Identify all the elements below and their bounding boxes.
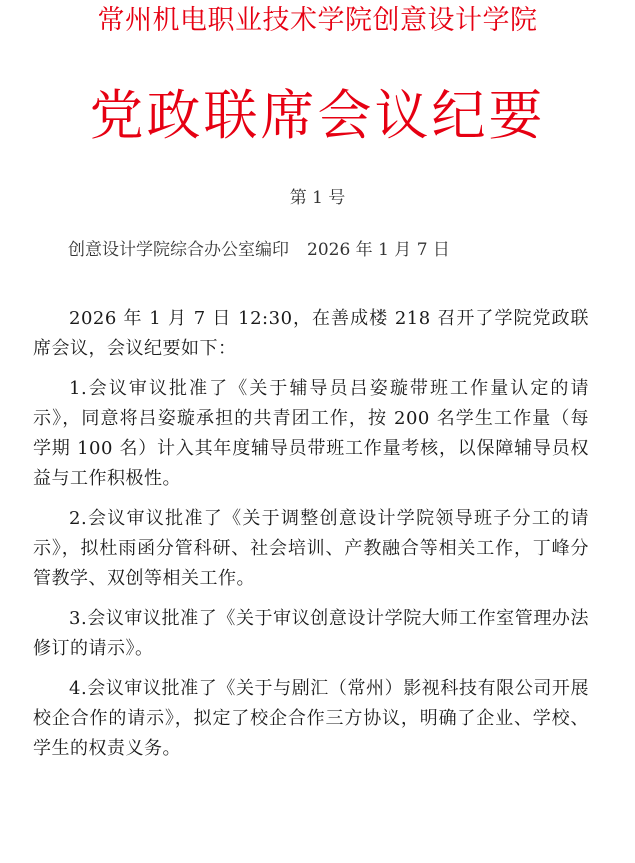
issuer-line <box>68 238 608 262</box>
document-title: 党政联席会议纪要 <box>89 84 546 147</box>
issuer-name: 创意设计学院综合办公室编印 <box>68 240 289 260</box>
organization-title: 常州机电职业技术学院创意设计学院 <box>97 5 538 36</box>
minutes-body <box>33 304 589 764</box>
agenda-item-2: 2.会议审议批准了《关于调整创意设计学院领导班子分工的请示》，拟杜雨函分管科研、社会培训、产教融合等相关工作，丁峰分管教学、双创等相关工作。 <box>33 508 589 589</box>
agenda-item-4: 4.会议审议批准了《关于与剧汇（常州）影视科技有限公司开展校企合作的请示》，拟定了校企合作三方协议，明确了企业、学校、学生的权责义务。 <box>33 678 589 759</box>
agenda-item-3: 3.会议审议批准了《关于审议创意设计学院大师工作室管理办法修订的请示》。 <box>33 608 589 659</box>
intro-paragraph: 2026 年 1 月 7 日 12:30，在善成楼 218 召开了学院党政联席会议，会议纪要如下： <box>33 308 589 359</box>
agenda-item-1: 1.会议审议批准了《关于辅导员吕姿璇带班工作量认定的请示》，同意将吕姿璇承担的共青团工作，按 200 名学生工作量（每学期 100 名）计入其年度辅导员带班工作量考核，以保障辅导员权益与工作积极性。 <box>33 378 589 489</box>
issue-number: 第 1 号 <box>289 188 346 208</box>
issue-date: 2026 年 1 月 7 日 <box>307 240 450 260</box>
